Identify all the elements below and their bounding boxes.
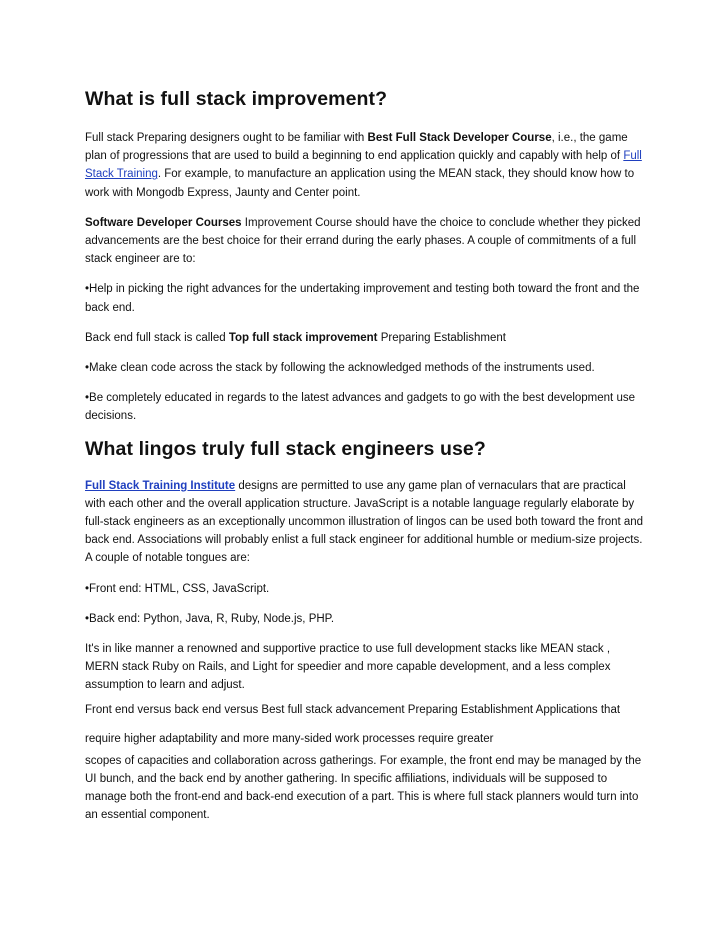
paragraph-back-end [85, 329, 645, 347]
section-heading-lingos: What lingos truly full stack engineers use? [85, 437, 486, 460]
text: . For example, to manufacture an application using the MEAN stack, they should know how to work with Mongodb Express, Jaunty and Center point. [85, 168, 635, 199]
paragraph-intro [85, 129, 645, 202]
text: Improvement Course should have the choice to conclude whether they picked advancements are the best choice for their errand during the early phases. A couple of commitments of a full stack engineer are to: [85, 216, 641, 266]
text: Full stack Preparing designers ought to be familiar with [85, 132, 368, 144]
bullet-clean-code: •Make clean code across the stack by following the acknowledged methods of the instruments used. [85, 362, 595, 375]
text: Preparing Establishment [377, 331, 506, 344]
link-full-stack-training-institute[interactable] [85, 480, 235, 492]
text: , i.e., the game plan of progressions that are used to build a beginning to end application quickly and capably with help of [85, 132, 628, 163]
text: Back end full stack is called [85, 331, 229, 344]
paragraph-adaptability: require higher adaptability and more many-sided work processes require greater [85, 732, 494, 745]
bold-term-top-full-stack: Top full stack improvement [228, 331, 378, 344]
paragraph-front-vs-back: Front end versus back end versus Best full stack advancement Preparing Establishment Applications that [85, 703, 621, 716]
section-heading-what-is: What is full stack improvement? [85, 88, 388, 110]
bullet-back-end: •Back end: Python, Java, R, Ruby, Node.js, PHP. [85, 612, 335, 625]
paragraph-scopes: scopes of capacities and collaboration across gatherings. For example, the front end may be managed by the UI bunch, and the back end by another gathering. In specific affiliations, individuals will be supposed to manage both the front-end and back-end execution of a part. This is where full stack planners would turn into an essential component. [85, 754, 642, 822]
bullet-front-end: •Front end: HTML, CSS, JavaScript. [85, 582, 270, 595]
bold-term-software-courses: Software Developer Courses [85, 216, 242, 229]
paragraph-institute [85, 477, 645, 568]
text: designs are permitted to use any game plan of vernaculars that are practical with each other and the overall application structure. JavaScript is a notable language regularly elaborate by full-stack engineers as an exceptionally uncommon illustration of lingos can be used both toward the front and back end. Associations will probably enlist a full stack engineer for additional humble or medium-size projects. A couple of notable tongues are: [85, 479, 644, 565]
bullet-educated: •Be completely educated in regards to the latest advances and gadgets to go with the best development use decisions. [85, 392, 635, 423]
paragraph-practice: It's in like manner a renowned and supportive practice to use full development stacks like MEAN stack , MERN stack Ruby on Rails, and Light for speedier and more capable development, and a less complex assumption to learn and adjust. [85, 643, 611, 692]
link-full-stack-training[interactable]: Full Stack Training [85, 150, 642, 181]
paragraph-software-courses [85, 214, 645, 269]
bold-term-best-course: Best Full Stack Developer Course [367, 132, 552, 144]
document-body [85, 88, 645, 836]
bullet-help-picking: •Help in picking the right advances for the undertaking improvement and testing both toward the front and the back end. [85, 283, 640, 314]
link-label: Full Stack Training Institute [85, 479, 236, 492]
